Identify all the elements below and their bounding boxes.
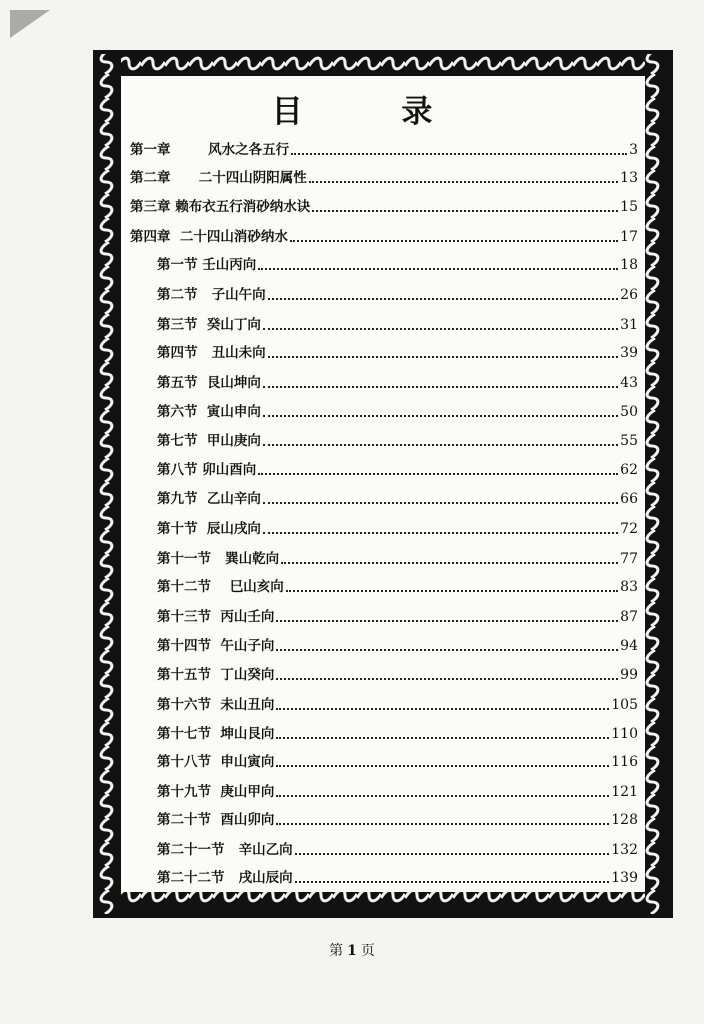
- toc-entry-label: 第五节 艮山坤向: [157, 375, 261, 391]
- toc-leader-dots: [276, 822, 609, 825]
- toc-leader-dots: [276, 677, 618, 680]
- toc-leader-dots: [263, 385, 618, 388]
- toc-entry: [157, 456, 638, 478]
- toc-entry-label: 第二章 二十四山阴阳属性: [130, 170, 307, 186]
- toc-entry-page: 43: [620, 375, 638, 391]
- toc-entry-page: 18: [620, 257, 638, 273]
- toc-leader-dots: [276, 619, 618, 622]
- toc-leader-dots: [276, 764, 609, 767]
- toc-entry-label: 第十三节 丙山壬向: [157, 609, 275, 625]
- toc-leader-dots: [309, 180, 618, 183]
- toc-entry-label: 第四节 丑山未向: [157, 345, 266, 361]
- toc-leader-dots: [263, 531, 618, 534]
- toc-leader-dots: [312, 209, 618, 212]
- toc-entry-label: 第二十一节 辛山乙向: [157, 842, 293, 858]
- toc-entry-page: 55: [620, 433, 638, 449]
- toc-entry-label: 第十节 辰山戌向: [157, 521, 261, 537]
- toc-entry-page: 139: [611, 870, 638, 886]
- toc-leader-dots: [263, 501, 618, 504]
- toc-entry-label: 第七节 甲山庚向: [157, 433, 261, 449]
- toc-leader-dots: [263, 443, 618, 446]
- toc-leader-dots: [290, 239, 618, 242]
- toc-entry: [157, 369, 638, 391]
- toc-leader-dots: [276, 648, 618, 651]
- toc-leader-dots: [276, 736, 609, 739]
- footer-prefix: 第: [329, 943, 344, 959]
- toc-leader-dots: [281, 561, 618, 564]
- toc-entry-page: 94: [620, 638, 638, 654]
- toc-entry: [157, 778, 638, 800]
- toc-entry-label: 第二节 子山午向: [157, 287, 266, 303]
- toc-entry: [157, 661, 638, 683]
- toc-entry: [157, 603, 638, 625]
- toc-entry: [157, 691, 638, 713]
- toc-entry: [157, 836, 638, 858]
- toc-entry-label: 第十九节 庚山甲向: [157, 784, 275, 800]
- toc-leader-dots: [258, 472, 618, 475]
- toc-leader-dots: [291, 152, 627, 155]
- toc-entry: [157, 251, 638, 273]
- toc-entry: [130, 193, 638, 215]
- toc-leader-dots: [276, 794, 609, 797]
- toc-leader-dots: [258, 267, 618, 270]
- toc-entry-label: 第九节 乙山辛向: [157, 491, 261, 507]
- toc-leader-dots: [268, 355, 619, 358]
- toc-entry-page: 39: [620, 345, 638, 361]
- toc-entry-page: 87: [620, 609, 638, 625]
- toc-entry: [130, 164, 638, 186]
- toc-entry-page: 17: [620, 229, 638, 245]
- toc-entry-label: 第十六节 未山丑向: [157, 697, 275, 713]
- footer-page-number: 1: [347, 943, 357, 959]
- footer-suffix: 页: [360, 943, 375, 959]
- toc-leader-dots: [276, 707, 609, 710]
- toc-entry-label: 第六节 寅山申向: [157, 404, 261, 420]
- toc-leader-dots: [263, 414, 618, 417]
- toc-entry-page: 13: [620, 170, 638, 186]
- toc-entry-page: 128: [611, 812, 638, 828]
- toc-entry-label: 第一章 风水之各五行: [130, 142, 290, 158]
- toc-entry-page: 3: [629, 142, 638, 158]
- toc-leader-dots: [268, 297, 619, 300]
- toc-entry: [157, 864, 638, 886]
- toc-entry: [157, 427, 638, 449]
- toc-entry: [157, 748, 638, 770]
- toc-entry-page: 72: [620, 521, 638, 537]
- toc-entry-label: 第十二节 巳山亥向: [157, 579, 284, 595]
- toc-entry-page: 26: [620, 287, 638, 303]
- toc-leader-dots: [263, 327, 618, 330]
- toc-entry: [157, 720, 638, 742]
- toc-entry-page: 15: [620, 199, 638, 215]
- toc-leader-dots: [286, 589, 618, 592]
- toc-entry-page: 66: [620, 491, 638, 507]
- toc-entry-label: 第十五节 丁山癸向: [157, 667, 275, 683]
- toc-entry-label: 第三章 赖布衣五行消砂纳水诀: [130, 199, 311, 215]
- toc-entry: [157, 398, 638, 420]
- toc-entry: [130, 223, 638, 245]
- toc-entry-label: 第十八节 申山寅向: [157, 754, 275, 770]
- toc-entry: [157, 339, 638, 361]
- toc-entry-label: 第一节 壬山丙向: [157, 257, 257, 273]
- toc-entry-page: 83: [620, 579, 638, 595]
- toc-entry: [157, 281, 638, 303]
- toc-entry-page: 50: [620, 404, 638, 420]
- toc-leader-dots: [295, 852, 610, 855]
- toc-entry: [157, 632, 638, 654]
- toc-entry: [157, 573, 638, 595]
- toc-entry-page: 105: [611, 697, 638, 713]
- toc-entry-label: 第十一节 巽山乾向: [157, 551, 280, 567]
- toc-entry-page: 31: [620, 317, 638, 333]
- toc-entry-label: 第三节 癸山丁向: [157, 317, 261, 333]
- toc-entry-label: 第八节 卯山酉向: [157, 462, 257, 478]
- toc-entry: [157, 545, 638, 567]
- toc-entry-page: 77: [620, 551, 638, 567]
- toc-entry-label: 第十四节 午山子向: [157, 638, 275, 654]
- toc-entry: [157, 485, 638, 507]
- page-footer: [0, 940, 704, 960]
- toc-entry-page: 132: [611, 842, 638, 858]
- toc-entry-label: 第二十二节 戌山辰向: [157, 870, 293, 886]
- toc-entry-page: 110: [611, 726, 638, 742]
- toc-entry: [130, 136, 638, 158]
- toc-entry: [157, 515, 638, 537]
- toc-entry-page: 121: [611, 784, 638, 800]
- toc-entry: [157, 806, 638, 828]
- toc-entry-page: 99: [620, 667, 638, 683]
- toc-leader-dots: [295, 880, 610, 883]
- toc-entry-page: 116: [611, 754, 638, 770]
- toc-entry-page: 62: [620, 462, 638, 478]
- page-title: 目 录: [271, 94, 477, 130]
- toc-entry-label: 第二十节 酉山卯向: [157, 812, 275, 828]
- toc-entry-label: 第十七节 坤山艮向: [157, 726, 275, 742]
- toc-entry: [157, 311, 638, 333]
- toc-entry-label: 第四章 二十四山消砂纳水: [130, 229, 288, 245]
